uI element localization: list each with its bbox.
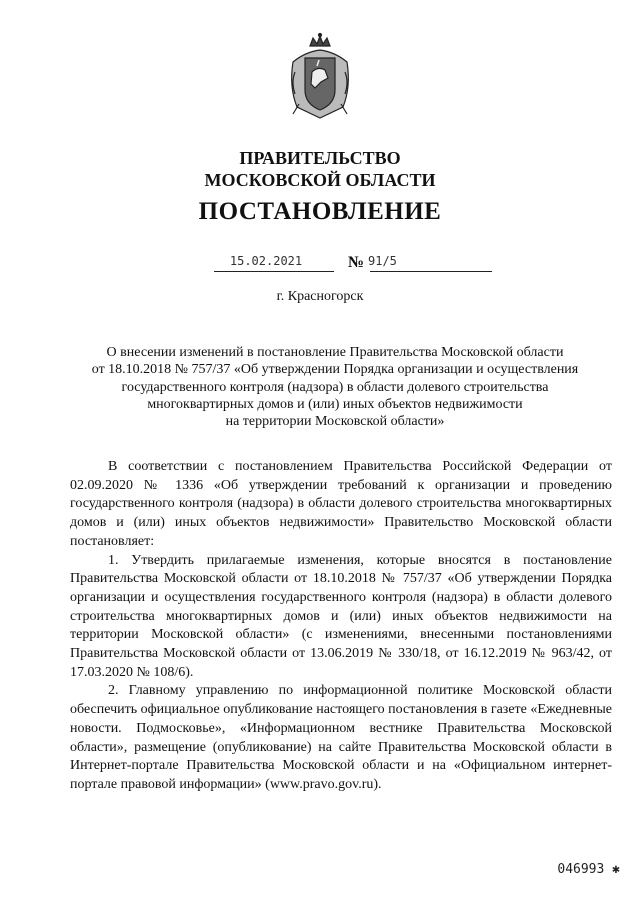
org-line-2: МОСКОВСКОЙ ОБЛАСТИ: [204, 170, 436, 190]
title-line: от 18.10.2018 № 757/37 «Об утверждении Порядка организации и осуществления: [91, 362, 579, 378]
title-line: государственного контроля (надзора) в области долевого строительства: [121, 379, 549, 395]
document-title: [70, 344, 600, 430]
serial-number: [557, 862, 620, 877]
document-date: 15.02.2021: [229, 254, 303, 268]
number-sign: №: [348, 254, 365, 271]
coat-of-arms-icon: [285, 32, 355, 122]
body-paragraph-item-2: 2. Главному управлению по информационной политике Московской области обеспечить официальное опубликование настоящего постановления в газете «Ежедневные новости. Подмосковье», «Информационном вестнике Правительства Московской области», размещение (опубликование) на сайте Правительства Московской области в Интернет-портале Правительства Московской области и на «Официальном интернет-портале правовой информации» (www.pravo.gov.ru).: [70, 683, 613, 792]
title-line: на территории Московской области»: [225, 414, 445, 430]
title-line: О внесении изменений в постановление Правительства Московской области: [106, 345, 564, 360]
organization-name: [0, 147, 640, 191]
number-underline: [370, 271, 492, 272]
city: г. Красногорск: [276, 289, 364, 304]
document-type: ПОСТАНОВЛЕНИЕ: [198, 198, 442, 225]
asterisk-mark-icon: ✱: [612, 862, 620, 877]
document-number: 91/5: [368, 254, 397, 268]
body-paragraph-preamble: В соответствии с постановлением Правительства Российской Федерации от 02.09.2020 № 1336 «Об утверждении требований к организации и проведению государственного контроля (надзора) в области долевого строительства многоквартирных домов и (или) иных объектов недвижимости» Правительство Московской области постановляет:: [70, 459, 612, 549]
title-line: многоквартирных домов и (или) иных объектов недвижимости: [147, 396, 523, 412]
date-underline: [214, 271, 334, 272]
document-body: [70, 458, 612, 795]
body-paragraph-item-1: 1. Утвердить прилагаемые изменения, которые вносятся в постановление Правительства Московской области от 18.10.2018 № 757/37 «Об утверждении Порядка организации и осуществления государственного контроля (надзора) в области долевого строительства многоквартирных домов и (или) иных объектов недвижимости на территории Московской области» (с изменениями, внесенными постановлениями Правительства Московской области от 13.06.2019 № 330/18, от 16.12.2019 № 963/42, от 17.03.2020 № 108/6).: [70, 552, 612, 680]
org-line-1: ПРАВИТЕЛЬСТВО: [239, 148, 401, 168]
serial-value: 046993: [557, 862, 605, 877]
